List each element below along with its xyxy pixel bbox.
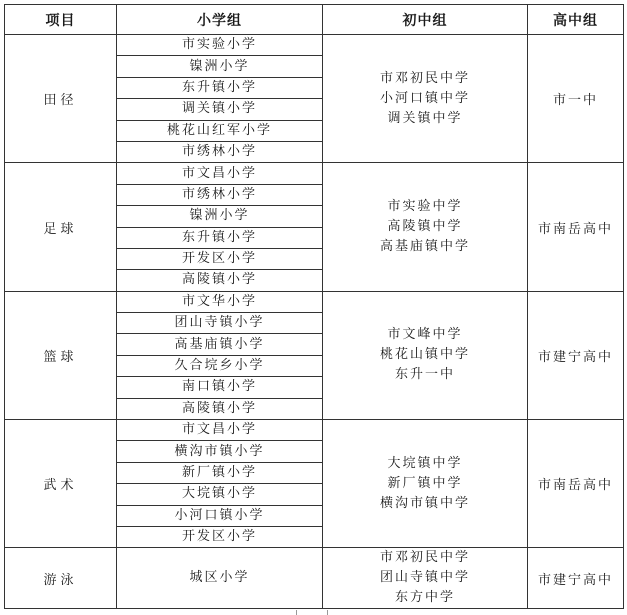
primary-school-cell: 东升镇小学	[117, 77, 323, 98]
sport-cell: 篮球	[5, 291, 117, 419]
sport-cell: 武术	[5, 420, 117, 548]
table-row	[5, 163, 624, 184]
junior-school-name: 高陵镇中学	[387, 219, 463, 235]
junior-school-name: 桃花山镇中学	[379, 347, 470, 363]
junior-school-cell	[323, 291, 528, 419]
primary-school-cell: 市绣林小学	[117, 141, 323, 162]
primary-school-cell: 镍洲小学	[117, 56, 323, 77]
sport-cell: 游泳	[5, 548, 117, 609]
senior-school-cell: 市建宁高中	[528, 291, 624, 419]
primary-school-cell: 市实验小学	[117, 35, 323, 56]
school-sports-table-sheet	[4, 4, 623, 609]
primary-school-cell: 调关镇小学	[117, 99, 323, 120]
junior-school-cell	[323, 163, 528, 291]
junior-school-name: 东方中学	[394, 590, 455, 606]
primary-school-cell: 团山寺镇小学	[117, 313, 323, 334]
junior-school-name: 市实验中学	[387, 199, 463, 215]
junior-school-cell	[323, 548, 528, 609]
table-row	[5, 35, 624, 56]
page-edge-marks	[0, 610, 627, 615]
senior-school-cell: 市一中	[528, 35, 624, 163]
primary-school-cell: 小河口镇小学	[117, 505, 323, 526]
primary-school-cell: 新厂镇小学	[117, 462, 323, 483]
senior-school-cell: 市建宁高中	[528, 548, 624, 609]
sport-cell: 足球	[5, 163, 117, 291]
junior-school-name: 调关镇中学	[387, 110, 463, 126]
school-sports-table	[4, 4, 624, 609]
junior-school-name: 高基庙镇中学	[379, 239, 470, 255]
table-body	[5, 35, 624, 609]
primary-school-cell: 市文华小学	[117, 291, 323, 312]
junior-school-name: 小河口镇中学	[379, 90, 470, 106]
junior-school-name: 东升一中	[394, 367, 455, 383]
junior-school-name: 市邓初民中学	[379, 550, 470, 566]
primary-school-cell: 东升镇小学	[117, 227, 323, 248]
primary-school-cell: 高基庙镇小学	[117, 334, 323, 355]
primary-school-cell: 开发区小学	[117, 248, 323, 269]
primary-school-cell: 横沟市镇小学	[117, 441, 323, 462]
header-sport: 项目	[5, 5, 117, 35]
junior-school-name: 团山寺镇中学	[379, 570, 470, 586]
primary-school-cell: 久合垸乡小学	[117, 355, 323, 376]
primary-school-cell: 高陵镇小学	[117, 270, 323, 291]
table-row	[5, 420, 624, 441]
primary-school-cell: 城区小学	[117, 548, 323, 609]
header-row	[5, 5, 624, 35]
table-row	[5, 291, 624, 312]
junior-school-name: 横沟市镇中学	[379, 495, 470, 511]
primary-school-cell: 市绣林小学	[117, 184, 323, 205]
header-primary: 小学组	[117, 5, 323, 35]
junior-school-cell	[323, 35, 528, 163]
junior-school-name: 市文峰中学	[387, 327, 463, 343]
primary-school-cell: 大垸镇小学	[117, 484, 323, 505]
sport-cell: 田径	[5, 35, 117, 163]
junior-school-name: 新厂镇中学	[387, 475, 463, 491]
primary-school-cell: 镍洲小学	[117, 206, 323, 227]
primary-school-cell: 南口镇小学	[117, 377, 323, 398]
header-junior: 初中组	[323, 5, 528, 35]
primary-school-cell: 开发区小学	[117, 526, 323, 547]
page-edge-mark	[327, 610, 328, 615]
senior-school-cell: 市南岳高中	[528, 420, 624, 548]
primary-school-cell: 高陵镇小学	[117, 398, 323, 419]
page-edge-mark	[296, 610, 297, 615]
table-row	[5, 548, 624, 609]
junior-school-name: 市邓初民中学	[379, 70, 470, 86]
junior-school-cell	[323, 420, 528, 548]
primary-school-cell: 桃花山红军小学	[117, 120, 323, 141]
primary-school-cell: 市文昌小学	[117, 420, 323, 441]
header-senior: 高中组	[528, 5, 624, 35]
senior-school-cell: 市南岳高中	[528, 163, 624, 291]
primary-school-cell: 市文昌小学	[117, 163, 323, 184]
junior-school-name: 大垸镇中学	[387, 455, 463, 471]
